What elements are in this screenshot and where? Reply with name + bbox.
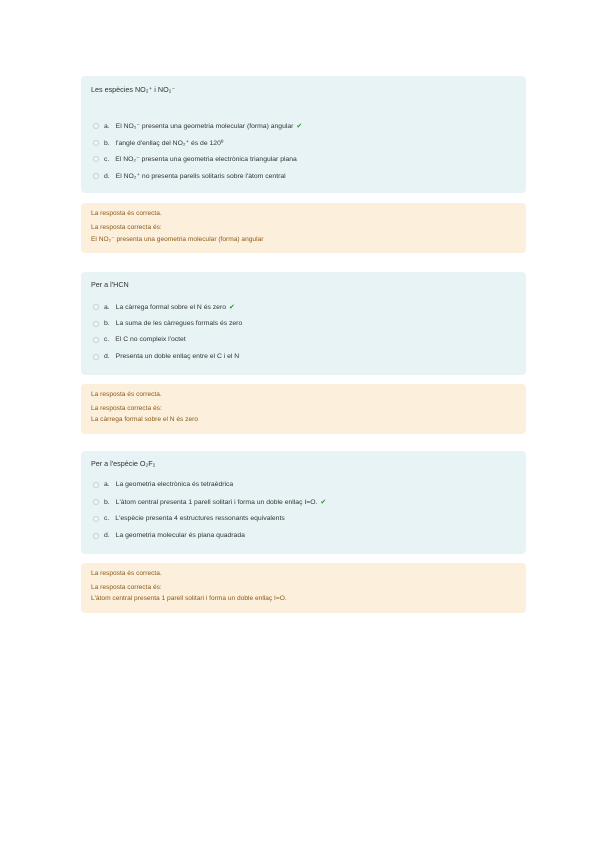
question-2-prompt: Per a l'HCN: [91, 280, 129, 289]
answer-letter: c.: [104, 336, 110, 343]
feedback-3: [81, 563, 526, 613]
answer-text: La suma de les càrregues formals és zero: [115, 320, 243, 327]
answer-letter: b.: [104, 139, 110, 147]
radio-icon[interactable]: [93, 337, 99, 343]
answer-letter: c.: [104, 515, 110, 522]
question-2: [81, 272, 526, 375]
radio-icon[interactable]: [93, 123, 99, 129]
question-3-prompt: Per a l'espècie O₂F₂: [91, 459, 156, 468]
radio-icon[interactable]: [93, 321, 99, 327]
radio-icon[interactable]: [93, 533, 99, 539]
question-2-answer-d[interactable]: [93, 353, 239, 360]
feedback-answer: La càrrega formal sobre el N és zero: [91, 416, 199, 423]
answer-letter: d.: [104, 172, 110, 180]
feedback-status: La resposta és correcta.: [91, 210, 162, 217]
answer-letter: d.: [104, 353, 110, 360]
answer-text: L'àtom central presenta 1 parell solitari i forma un doble enllaç I=O.: [115, 498, 318, 506]
question-3-answer-a[interactable]: [93, 481, 233, 488]
question-1-answer-b[interactable]: [93, 139, 223, 147]
radio-icon[interactable]: [93, 173, 99, 179]
question-3-answer-d[interactable]: [93, 532, 245, 539]
feedback-status: La resposta és correcta.: [91, 391, 162, 398]
question-1-prompt: Les espècies NO₂⁺ i NO₂⁻: [91, 85, 176, 94]
checkmark-icon: ✔: [320, 499, 327, 506]
answer-letter: c.: [104, 155, 110, 163]
radio-icon[interactable]: [93, 482, 99, 488]
radio-icon[interactable]: [93, 499, 99, 505]
question-3: [81, 451, 526, 554]
feedback-label: La resposta correcta és:: [91, 405, 162, 412]
radio-icon[interactable]: [93, 140, 99, 146]
answer-text: La geometria electrònica és tetraèdrica: [115, 481, 234, 488]
feedback-label: La resposta correcta és:: [91, 224, 162, 231]
checkmark-icon: ✔: [296, 123, 303, 130]
answer-text: El NO₂⁻ presenta una geometria electrònica triangular plana: [115, 156, 297, 163]
question-1-answer-c[interactable]: [93, 155, 297, 163]
answer-letter: d.: [104, 532, 110, 539]
question-2-answer-b[interactable]: [93, 320, 242, 327]
answer-text: Presenta un doble enllaç entre el C i el N: [115, 353, 240, 360]
answer-letter: a.: [104, 303, 110, 311]
feedback-1: [81, 203, 526, 253]
feedback-label: La resposta correcta és:: [91, 584, 162, 591]
radio-icon[interactable]: [93, 156, 99, 162]
feedback-answer: L'àtom central presenta 1 parell solitari i forma un doble enllaç I=O.: [91, 595, 287, 602]
feedback-2: [81, 384, 526, 434]
question-2-answer-c[interactable]: [93, 336, 186, 343]
answer-text: l'angle d'enllaç del NO₂⁺ és de 120º: [115, 140, 224, 147]
answer-letter: b.: [104, 498, 110, 506]
answer-letter: a.: [104, 481, 110, 488]
radio-icon[interactable]: [93, 354, 99, 360]
question-1: [81, 76, 526, 193]
answer-text: El C no compleix l'octet: [115, 336, 186, 343]
answer-text: L'espècie presenta 4 estructures ressonants equivalents: [115, 515, 285, 522]
answer-letter: b.: [104, 320, 110, 327]
answer-text: El NO₂⁺ no presenta parells solitaris sobre l'àtom central: [115, 173, 286, 180]
question-3-answer-c[interactable]: [93, 515, 285, 522]
question-1-answer-d[interactable]: [93, 172, 286, 180]
feedback-status: La resposta és correcta.: [91, 570, 162, 577]
answer-text: La càrrega formal sobre el N és zero: [115, 303, 226, 311]
checkmark-icon: ✔: [228, 304, 235, 311]
radio-icon[interactable]: [93, 516, 99, 522]
feedback-answer: El NO₂⁻ presenta una geometria molecular (forma) angular: [91, 236, 264, 243]
question-3-answer-b[interactable]: [93, 498, 326, 506]
answer-text: El NO₂⁻ presenta una geometria molecular (forma) angular: [115, 123, 294, 130]
answer-letter: a.: [104, 122, 110, 130]
question-1-answer-a[interactable]: [93, 122, 302, 130]
question-2-answer-a[interactable]: [93, 303, 235, 311]
radio-icon[interactable]: [93, 304, 99, 310]
answer-text: La geometria molecular és plana quadrada: [115, 532, 245, 539]
